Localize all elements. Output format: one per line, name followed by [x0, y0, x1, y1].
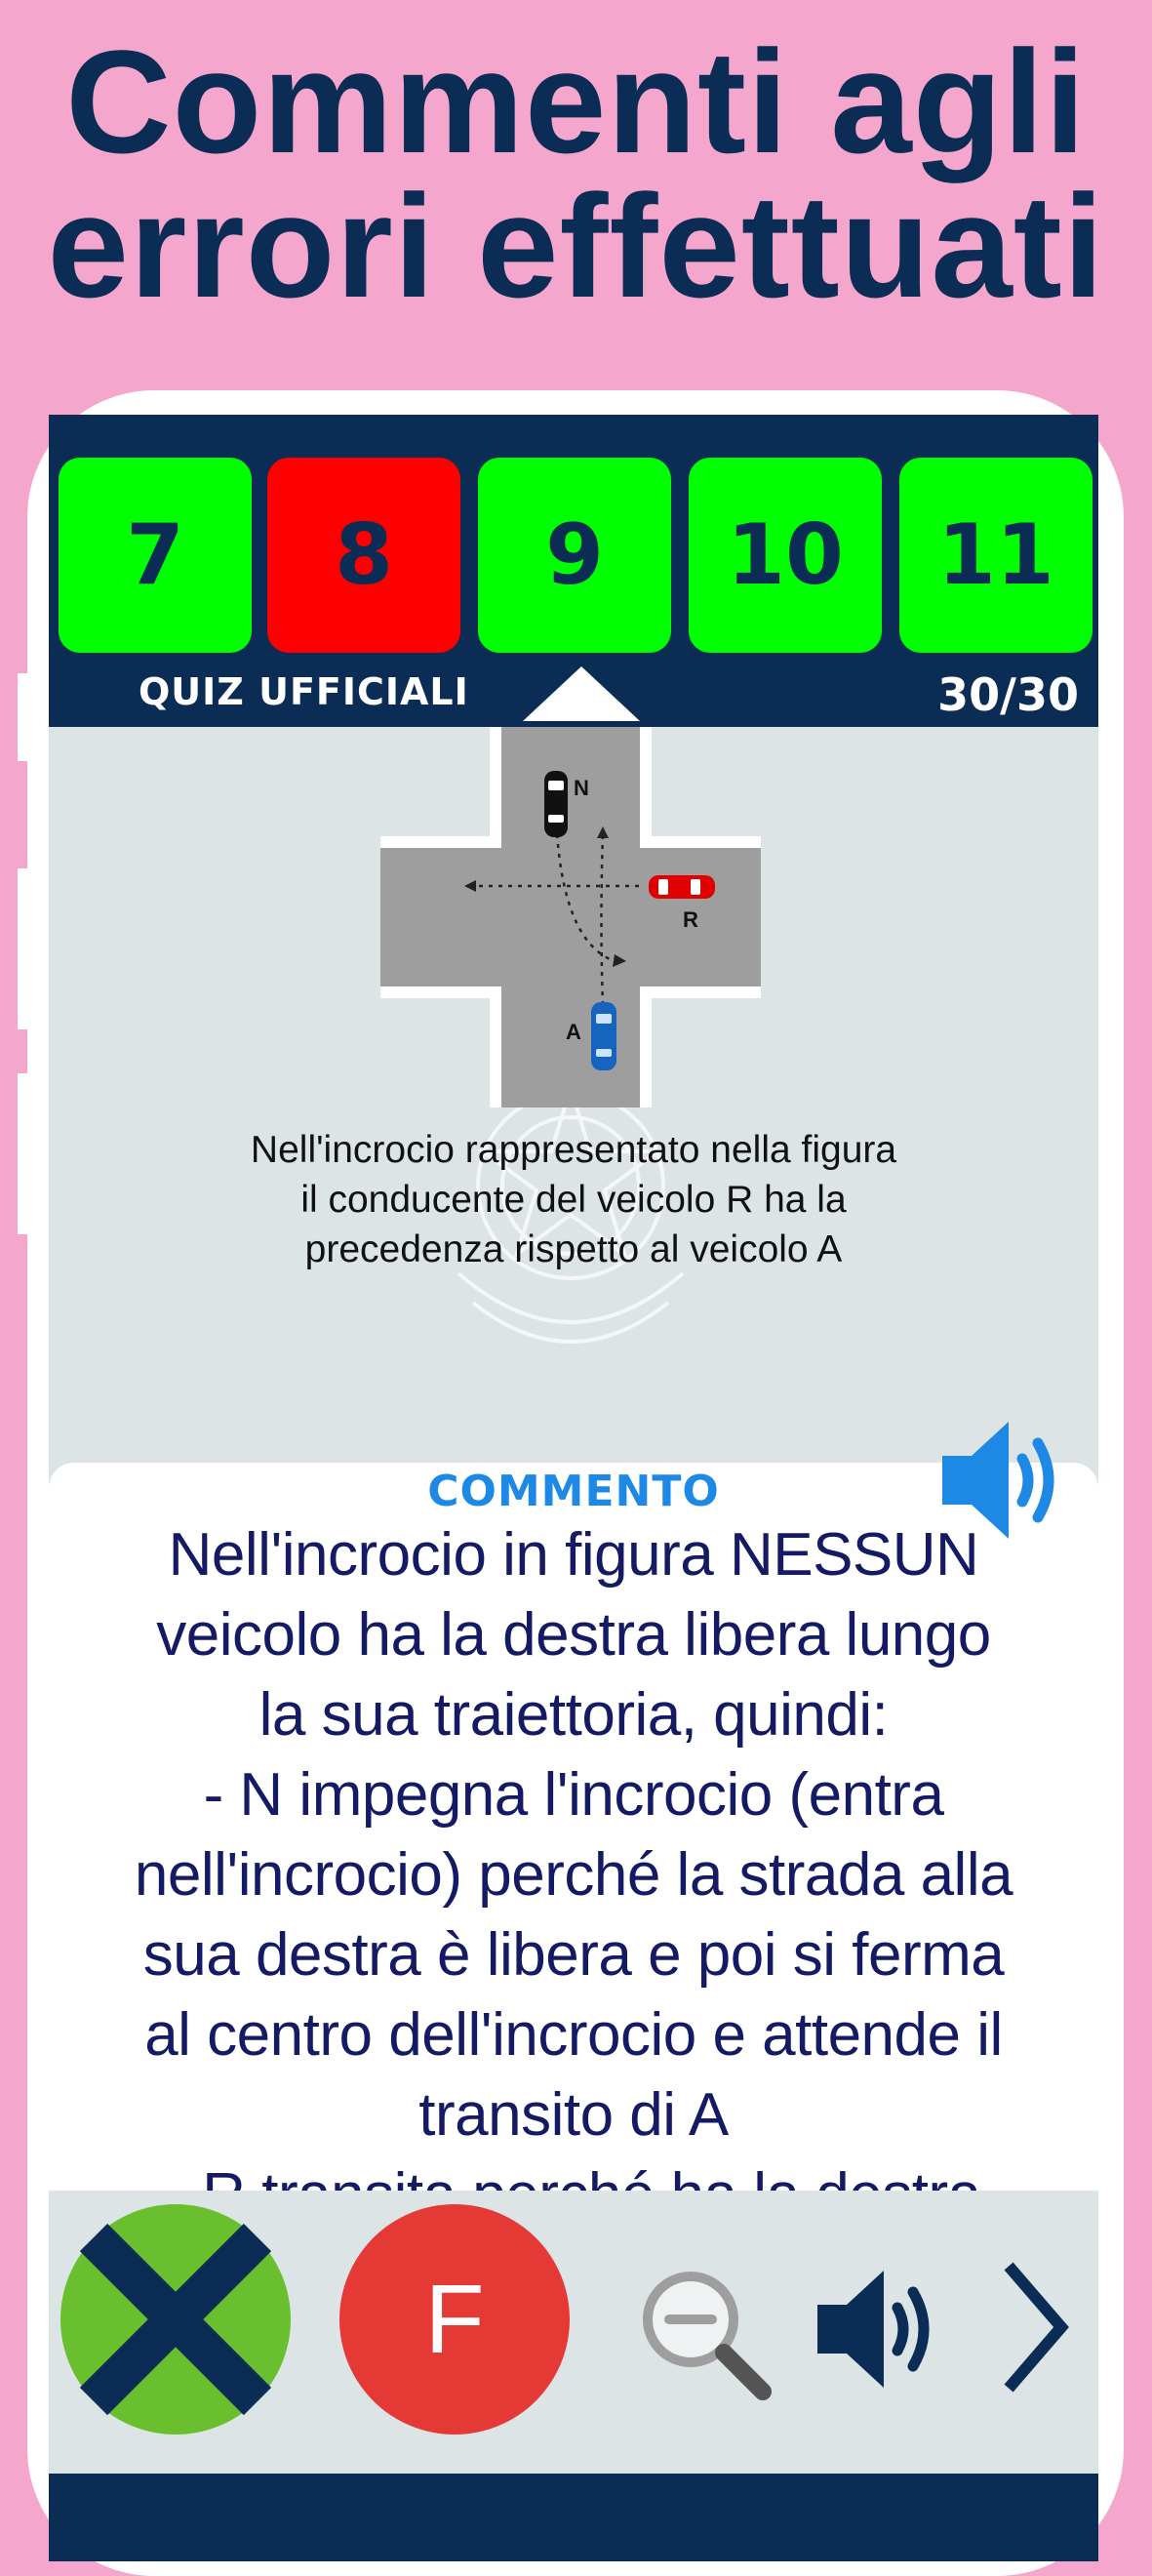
phone-frame [27, 390, 1124, 2576]
question-text: Nell'incrocio rappresentato nella figura il conducente del veicolo R ha la precedenza rispetto al veicolo A [250, 1129, 897, 1270]
comment-line: sua destra è libera e poi si ferma [142, 1921, 1005, 1989]
question-tile[interactable] [478, 458, 671, 653]
close-x-icon [55, 2198, 297, 2440]
speaker-icon[interactable] [808, 2261, 944, 2397]
question-tile[interactable] [689, 458, 882, 653]
comment-line: veicolo ha la destra libera lungo [156, 1601, 991, 1669]
current-question-pointer [523, 666, 640, 721]
question-tile-number: 7 [126, 506, 184, 604]
answer-controls-bar [49, 2191, 1098, 2474]
comment-line: nell'incrocio) perché la strada alla [134, 1841, 1013, 1909]
speaker-icon[interactable] [933, 1412, 1069, 1549]
zoom-out-icon[interactable] [634, 2263, 780, 2409]
comment-title: COMMENTO [427, 1467, 720, 1516]
headline-line-2: errori effettuati [47, 164, 1105, 328]
question-tile-number: 8 [335, 506, 393, 604]
comment-panel [49, 1463, 1098, 2191]
question-navigator-bar [49, 415, 1098, 727]
question-tile-number: 10 [727, 506, 844, 604]
promo-headline [0, 20, 1152, 328]
chevron-right-icon[interactable] [993, 2259, 1081, 2395]
bottom-strip [49, 2474, 1098, 2561]
question-tile-number: 9 [545, 506, 604, 604]
vehicle-r-label: R [683, 907, 698, 932]
comment-line: la sua traiettoria, quindi: [258, 1681, 889, 1749]
headline-line-1: Commenti agli [65, 20, 1087, 183]
app-screen [49, 415, 1098, 2561]
false-answer-button[interactable] [339, 2204, 570, 2435]
comment-line: - N impegna l'incrocio (entra [203, 1761, 944, 1829]
question-tile[interactable] [267, 458, 460, 653]
question-tile-number: 11 [937, 506, 1054, 604]
false-answer-label: F [424, 2264, 485, 2374]
comment-body[interactable] [78, 1515, 1069, 2235]
question-counter: 30/30 [937, 668, 1079, 721]
comment-line: transito di A [418, 2081, 729, 2149]
question-tiles-strip[interactable] [126, 458, 1098, 653]
vehicle-n-label: N [574, 776, 589, 800]
intersection-diagram [380, 727, 761, 1107]
question-tile[interactable] [59, 458, 252, 653]
comment-line: Nell'incrocio in figura NESSUN [168, 1521, 979, 1589]
question-tile[interactable] [899, 458, 1092, 653]
quiz-type-label: QUIZ UFFICIALI [139, 670, 469, 713]
true-answer-button[interactable] [60, 2204, 291, 2435]
comment-line: al centro dell'incrocio e attende il [144, 2001, 1003, 2069]
vehicle-a-label: A [566, 1020, 581, 1044]
